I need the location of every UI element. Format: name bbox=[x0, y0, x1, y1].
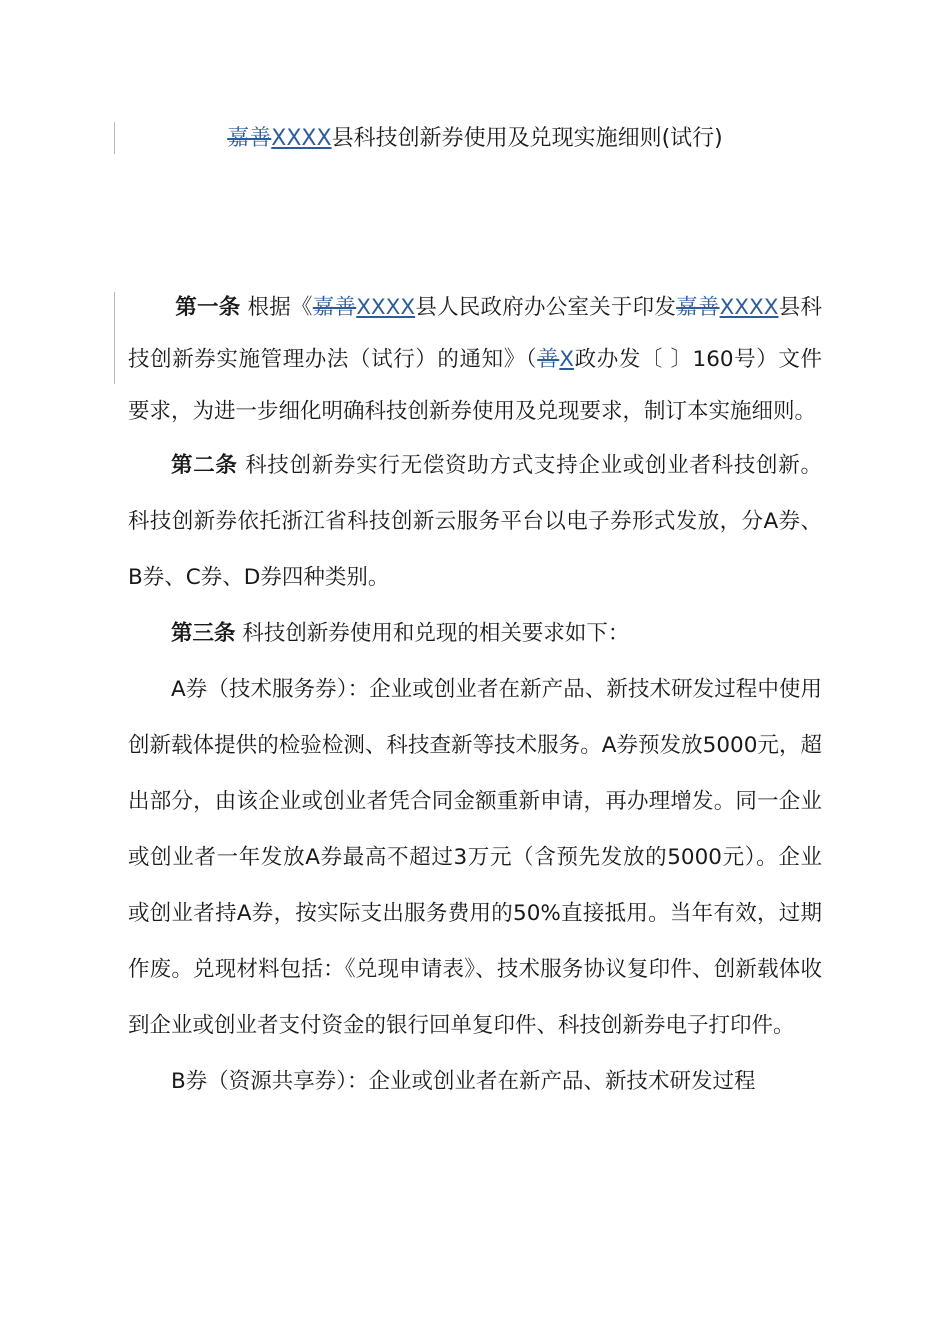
body-text: 政办发〔 〕160号）文件要求，为进一步细化明确科技创新券使用及兑现要求，制订本实施细则。 bbox=[128, 347, 822, 424]
body-text: 科技创新券实行无偿资助方式支持企业或创业者科技创新。科技创新券依托浙江省科技创新云服务平台以电子券形式发放，分A券、B券、C券、D券四种类别。 bbox=[128, 453, 822, 590]
inserted-text: XXXX bbox=[719, 295, 779, 320]
deleted-text: 善 bbox=[537, 347, 560, 372]
deleted-text: 嘉善 bbox=[227, 126, 272, 151]
article-label: 第二条 bbox=[171, 453, 238, 478]
article-label: 第一条 bbox=[175, 295, 241, 320]
revision-margin-bar bbox=[114, 292, 115, 384]
body-text: 县科技创新券实施管理办法（试行）的通知》（ bbox=[128, 295, 822, 372]
document-body bbox=[128, 282, 822, 1110]
paragraph-a-voucher: A券（技术服务券）：企业或创业者在新产品、新技术研发过程中使用创新载体提供的检验检测、科技查新等技术服务。A券预发放5000元，超出部分，由该企业或创业者凭合同金额重新申请，再办理增发。同一企业或创业者一年发放A券最高不超过3万元（含预先发放的5000元）。企业或创业者持A券，按实际支出服务费用的50%直接抵用。当年有效，过期作废。兑现材料包括：《兑现申请表》、技术服务协议复印件、创新载体收到企业或创业者支付资金的银行回单复印件、科技创新券电子打印件。 bbox=[128, 677, 822, 1038]
document-title bbox=[0, 122, 950, 156]
body-text: 科技创新券使用和兑现的相关要求如下： bbox=[242, 621, 630, 646]
paragraph-b-voucher: B券（资源共享券）：企业或创业者在新产品、新技术研发过程 bbox=[171, 1069, 756, 1094]
inserted-text: X bbox=[559, 347, 575, 372]
article-3 bbox=[128, 606, 822, 662]
inserted-text: XXXX bbox=[271, 126, 332, 151]
article-label: 第三条 bbox=[171, 621, 236, 646]
article-1 bbox=[128, 282, 822, 438]
body-text: 根据《 bbox=[247, 295, 313, 320]
inserted-text: XXXX bbox=[356, 295, 416, 320]
article-2 bbox=[128, 438, 822, 606]
body-text: 县人民政府办公室关于印发 bbox=[415, 295, 677, 320]
deleted-text: 嘉善 bbox=[676, 295, 720, 320]
title-text: 县科技创新券使用及兑现实施细则(试行) bbox=[331, 126, 723, 151]
deleted-text: 嘉善 bbox=[312, 295, 357, 320]
